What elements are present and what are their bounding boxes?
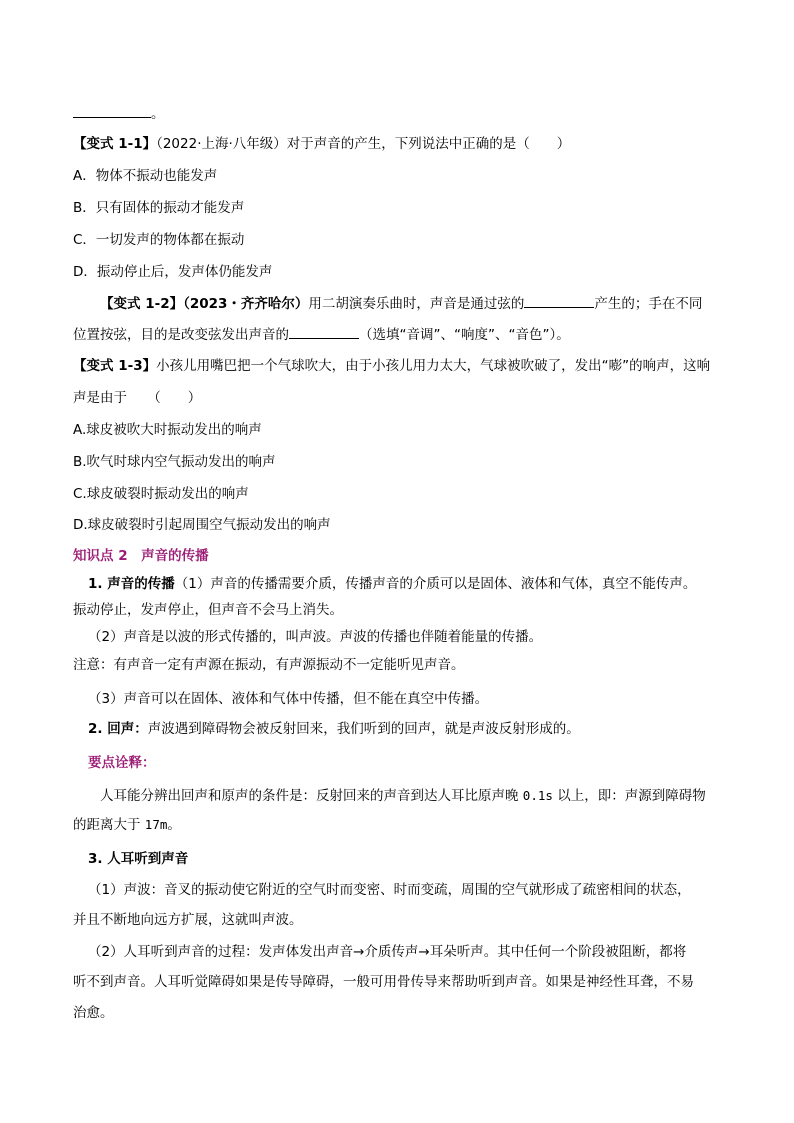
question-tag: 【变式 1-2】	[100, 296, 184, 312]
key-points-line1: 人耳能分辨出回声和原声的条件是：反射回来的声音到达人耳比原声晚 0.1s 以上，即：声源到障碍物	[100, 788, 706, 804]
echo-paragraph: 2. 回声：声波遇到障碍物会被反射回来，我们听到的回声，就是声波反射形成的。	[88, 721, 580, 737]
process-paragraph: （2）人耳听到声音的过程：发声体发出声音→介质传声→耳朵听声。其中任何一个阶段被阻断，都将	[88, 944, 687, 960]
question-source: （2022·上海·八年级）	[156, 136, 287, 152]
question-tag: 【变式 1-3】	[73, 358, 157, 374]
kp2-paragraph-1: 1. 声音的传播（1）声音的传播需要介质，传播声音的介质可以是固体、液体和气体，真空不能传声。	[88, 576, 697, 592]
answer-blank[interactable]	[289, 324, 359, 339]
question-1-3-stem	[73, 356, 710, 376]
section-heading: 知识点 2 声音的传播	[73, 548, 209, 564]
question-1-2-line1: 【变式 1-2】（2023・齐齐哈尔）用二胡演奏乐曲时，声音是通过弦的 产生的；手在不同	[100, 293, 702, 314]
question-tag: 【变式 1-1】	[73, 136, 157, 152]
kp2-paragraph-2: （2）声音是以波的形式传播的，叫声波。声波的传播也伴随着能量的传播。	[88, 629, 543, 645]
option-d: D.球皮破裂时引起周围空气振动发出的响声	[73, 517, 331, 533]
key-points-line2: 的距离大于 17m。	[73, 817, 181, 833]
question-text: 对于声音的产生，下列说法中正确的是（ ）	[286, 136, 571, 152]
question-text: 小孩儿用嘴巴把一个气球吹大，由于小孩儿用力太大，气球被吹破了，发出“嘭”的响声，这响	[156, 358, 711, 374]
process-paragraph-cont2: 治愈。	[73, 1005, 114, 1021]
option-d: D．振动停止后，发声体仍能发声	[73, 264, 273, 280]
question-1-3-stem-cont: 声是由于 （ ）	[73, 390, 202, 406]
answer-blank[interactable]	[524, 293, 594, 308]
option-a: A.球皮被吹大时振动发出的响声	[73, 422, 262, 438]
option-b: B．只有固体的振动才能发声	[73, 200, 245, 216]
option-c: C.球皮破裂时振动发出的响声	[73, 486, 249, 502]
hear-title: 3. 人耳听到声音	[88, 851, 189, 867]
kp2-paragraph-1-cont: 振动停止，发声停止，但声音不会马上消失。	[73, 602, 343, 618]
process-paragraph-cont1: 听不到声音。人耳听觉障碍如果是传导障碍，一般可用骨传导来帮助听到声音。如果是神经性耳聋，不易	[73, 974, 694, 990]
key-points-title: 要点诠释：	[88, 755, 156, 771]
answer-line-top: 。	[73, 103, 165, 124]
answer-blank[interactable]	[73, 103, 151, 118]
option-b: B.吹气时球内空气振动发出的响声	[73, 454, 276, 470]
wave-paragraph-cont: 并且不断地向远方扩展，这就叫声波。	[73, 912, 303, 928]
option-a: A．物体不振动也能发声	[73, 168, 218, 184]
kp2-note: 注意：有声音一定有声源在振动，有声源振动不一定能听见声音。	[73, 657, 465, 673]
question-1-1-stem	[73, 134, 570, 154]
question-source: （2023・齐齐哈尔）	[183, 296, 309, 312]
kp2-paragraph-3: （3）声音可以在固体、液体和气体中传播，但不能在真空中传播。	[88, 691, 489, 707]
question-1-2-line2: 位置按弦，目的是改变弦发出声音的 （选填“音调”、“响度”、“音色”）。	[73, 324, 570, 345]
wave-paragraph: （1）声波：音叉的振动使它附近的空气时而变密、时而变疏，周围的空气就形成了疏密相间的状态，	[88, 882, 691, 898]
option-c: C．一切发声的物体都在振动	[73, 232, 245, 248]
